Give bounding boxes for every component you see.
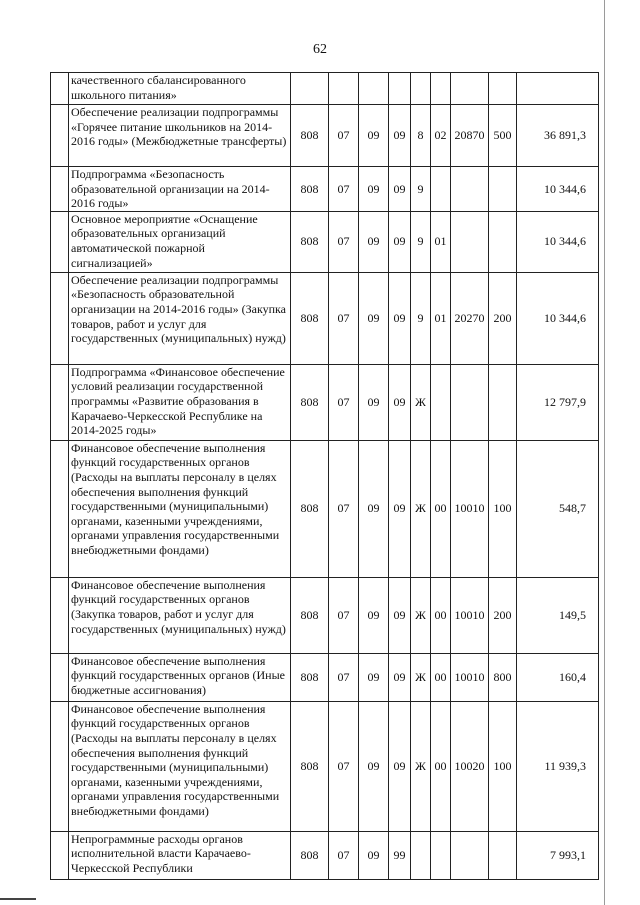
- cell-direction: [451, 167, 489, 212]
- cell-activity: 01: [431, 211, 451, 272]
- cell-program: 09: [389, 211, 411, 272]
- cell-ministry-code: 808: [291, 105, 329, 167]
- cell-direction: 10010: [451, 440, 489, 577]
- cell-section: 07: [329, 831, 359, 879]
- cell-activity: 00: [431, 577, 451, 653]
- cell-subprogram: 9: [411, 211, 431, 272]
- cell-subsection: 09: [359, 831, 389, 879]
- cell-subprogram: Ж: [411, 364, 431, 440]
- row-number-cell: [51, 701, 69, 831]
- row-number-cell: [51, 653, 69, 701]
- cell-ministry-code: 808: [291, 831, 329, 879]
- cell-expense-type: 100: [489, 440, 517, 577]
- cell-activity: 00: [431, 701, 451, 831]
- cell-direction: 10020: [451, 701, 489, 831]
- cell-expense-type: 200: [489, 272, 517, 364]
- cell-ministry-code: 808: [291, 653, 329, 701]
- cell-subprogram: Ж: [411, 701, 431, 831]
- cell-program: [389, 73, 411, 105]
- cell-expense-type: [489, 73, 517, 105]
- cell-expense-type: [489, 364, 517, 440]
- cell-expense-type: 100: [489, 701, 517, 831]
- cell-amount: 10 344,6: [517, 272, 599, 364]
- cell-section: 07: [329, 440, 359, 577]
- cell-expense-type: 500: [489, 105, 517, 167]
- row-number-cell: [51, 831, 69, 879]
- cell-section: 07: [329, 701, 359, 831]
- cell-section: 07: [329, 211, 359, 272]
- budget-table: [50, 72, 599, 880]
- cell-activity: 01: [431, 272, 451, 364]
- cell-activity: 00: [431, 440, 451, 577]
- cell-subprogram: [411, 831, 431, 879]
- cell-subsection: 09: [359, 167, 389, 212]
- cell-section: [329, 73, 359, 105]
- table-row: [51, 364, 599, 440]
- cell-section: 07: [329, 653, 359, 701]
- cell-amount: 160,4: [517, 653, 599, 701]
- cell-ministry-code: [291, 73, 329, 105]
- page-number: 62: [313, 42, 327, 57]
- row-name: Подпрограмма «Финансовое обеспечение условий реализации государственной программы «Развитие образования в Карачаево-Черкесской Республике на 2014-2025 годы»: [69, 364, 291, 440]
- cell-amount: 36 891,3: [517, 105, 599, 167]
- cell-subsection: 09: [359, 440, 389, 577]
- cell-expense-type: 200: [489, 577, 517, 653]
- cell-amount: [517, 73, 599, 105]
- cell-ministry-code: 808: [291, 167, 329, 212]
- cell-program: 09: [389, 701, 411, 831]
- cell-subprogram: Ж: [411, 577, 431, 653]
- cell-amount: 7 993,1: [517, 831, 599, 879]
- cell-activity: [431, 167, 451, 212]
- cell-direction: 10010: [451, 577, 489, 653]
- cell-section: 07: [329, 105, 359, 167]
- footer-mark: [0, 898, 36, 900]
- cell-program: 09: [389, 364, 411, 440]
- cell-direction: 20870: [451, 105, 489, 167]
- cell-section: 07: [329, 272, 359, 364]
- cell-program: 09: [389, 653, 411, 701]
- table-row: [51, 701, 599, 831]
- table-row: [51, 272, 599, 364]
- cell-expense-type: [489, 167, 517, 212]
- cell-subprogram: 8: [411, 105, 431, 167]
- cell-activity: [431, 73, 451, 105]
- row-number-cell: [51, 73, 69, 105]
- cell-program: 09: [389, 167, 411, 212]
- cell-section: 07: [329, 577, 359, 653]
- cell-subprogram: 9: [411, 167, 431, 212]
- row-number-cell: [51, 577, 69, 653]
- cell-section: 07: [329, 364, 359, 440]
- cell-amount: 548,7: [517, 440, 599, 577]
- cell-amount: 11 939,3: [517, 701, 599, 831]
- cell-subprogram: 9: [411, 272, 431, 364]
- cell-ministry-code: 808: [291, 211, 329, 272]
- row-name: Непрограммные расходы органов исполнительной власти Карачаево-Черкесской Республики: [69, 831, 291, 879]
- cell-direction: [451, 211, 489, 272]
- cell-amount: 10 344,6: [517, 211, 599, 272]
- page-edge-line: [604, 0, 605, 905]
- row-name: Обеспечение реализации подпрограммы «Безопасность образовательной организации на 2014-2016 годы» (Закупка товаров, работ и услуг для государственных (муниципальных) нужд): [69, 272, 291, 364]
- cell-subsection: 09: [359, 577, 389, 653]
- table-row: [51, 653, 599, 701]
- cell-amount: 12 797,9: [517, 364, 599, 440]
- cell-activity: 00: [431, 653, 451, 701]
- cell-ministry-code: 808: [291, 701, 329, 831]
- row-name: Подпрограмма «Безопасность образовательной организации на 2014-2016 годы»: [69, 167, 291, 212]
- cell-subprogram: Ж: [411, 653, 431, 701]
- cell-subsection: [359, 73, 389, 105]
- cell-amount: 10 344,6: [517, 167, 599, 212]
- cell-program: 09: [389, 105, 411, 167]
- cell-subsection: 09: [359, 211, 389, 272]
- table-row: [51, 440, 599, 577]
- cell-activity: [431, 831, 451, 879]
- table-row: [51, 577, 599, 653]
- cell-subsection: 09: [359, 701, 389, 831]
- row-number-cell: [51, 272, 69, 364]
- row-number-cell: [51, 167, 69, 212]
- table-row: [51, 831, 599, 879]
- table-row: [51, 73, 599, 105]
- cell-activity: [431, 364, 451, 440]
- cell-subsection: 09: [359, 272, 389, 364]
- row-name: Обеспечение реализации подпрограммы «Горячее питание школьников на 2014-2016 годы» (Межбюджетные трансферты): [69, 105, 291, 167]
- cell-direction: 20270: [451, 272, 489, 364]
- cell-program: 09: [389, 272, 411, 364]
- row-name: Финансовое обеспечение выполнения функций государственных органов (Расходы на выплаты персоналу в целях обеспечения выполнения функций государственными (муниципальными) органами, казенными учреждениями, органами управления государственными внебюджетными фондами): [69, 440, 291, 577]
- cell-subprogram: [411, 73, 431, 105]
- cell-activity: 02: [431, 105, 451, 167]
- cell-direction: [451, 73, 489, 105]
- table-row: [51, 105, 599, 167]
- cell-expense-type: [489, 211, 517, 272]
- cell-expense-type: [489, 831, 517, 879]
- cell-direction: 10010: [451, 653, 489, 701]
- cell-program: 09: [389, 577, 411, 653]
- cell-subsection: 09: [359, 364, 389, 440]
- cell-section: 07: [329, 167, 359, 212]
- cell-program: 09: [389, 440, 411, 577]
- cell-ministry-code: 808: [291, 364, 329, 440]
- cell-subprogram: Ж: [411, 440, 431, 577]
- row-number-cell: [51, 440, 69, 577]
- cell-direction: [451, 831, 489, 879]
- table-row: [51, 167, 599, 212]
- cell-expense-type: 800: [489, 653, 517, 701]
- row-number-cell: [51, 364, 69, 440]
- cell-subsection: 09: [359, 653, 389, 701]
- table-row: [51, 211, 599, 272]
- row-name: качественного сбалансированного школьного питания»: [69, 73, 291, 105]
- row-name: Финансовое обеспечение выполнения функций государственных органов (Закупка товаров, работ и услуг для государственных (муниципальных) нужд): [69, 577, 291, 653]
- row-name: Основное мероприятие «Оснащение образовательных организаций автоматической пожарной сигнализацией»: [69, 211, 291, 272]
- row-name: Финансовое обеспечение выполнения функций государственных органов (Иные бюджетные ассигнования): [69, 653, 291, 701]
- cell-subsection: 09: [359, 105, 389, 167]
- row-number-cell: [51, 211, 69, 272]
- row-number-cell: [51, 105, 69, 167]
- cell-ministry-code: 808: [291, 577, 329, 653]
- row-name: Финансовое обеспечение выполнения функций государственных органов (Расходы на выплаты персоналу в целях обеспечения выполнения функций государственными (муниципальными) органами, казенными учреждениями, органами управления государственными внебюджетными фондами): [69, 701, 291, 831]
- cell-direction: [451, 364, 489, 440]
- cell-amount: 149,5: [517, 577, 599, 653]
- cell-program: 99: [389, 831, 411, 879]
- cell-ministry-code: 808: [291, 272, 329, 364]
- cell-ministry-code: 808: [291, 440, 329, 577]
